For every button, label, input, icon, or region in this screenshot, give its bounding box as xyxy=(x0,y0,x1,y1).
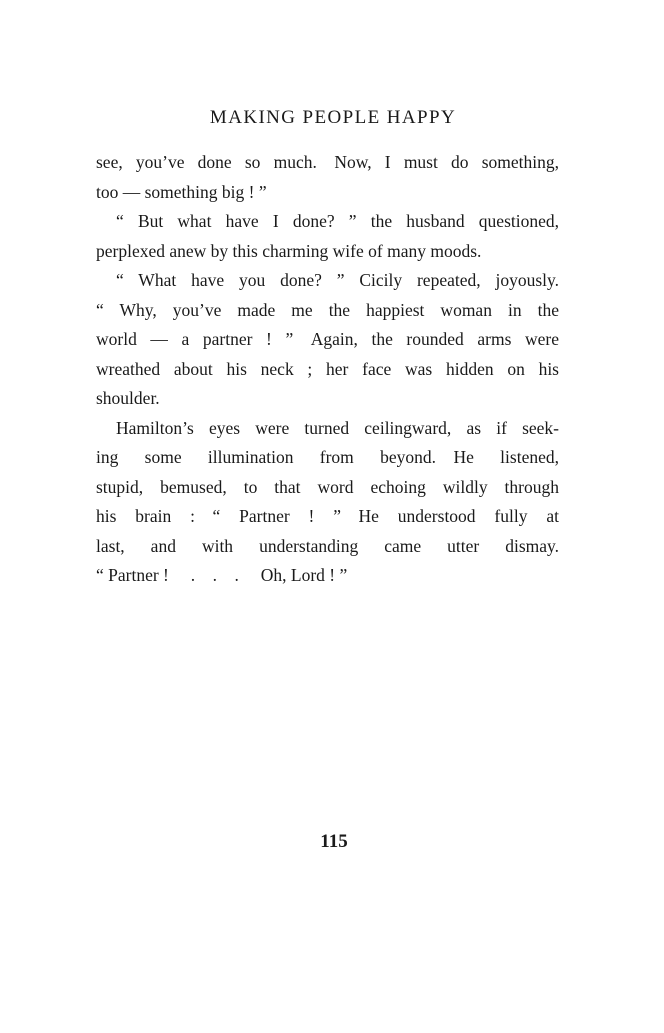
text-line: wreathed about his neck ; her face was hidden on his xyxy=(96,358,559,379)
text-line: “ But what have I done? ” the husband questioned, xyxy=(116,211,559,231)
text-line: “ Why, you’ve made me the happiest woman in the xyxy=(96,299,559,320)
body-text xyxy=(96,148,559,591)
text-line: world — a partner ! ” Again, the rounded arms were xyxy=(96,329,559,349)
text-line: ing some illumination from beyond. He listened, xyxy=(96,447,559,467)
text-line: last, and with understanding came utter dismay. xyxy=(96,535,559,556)
running-head: MAKING PEOPLE HAPPY xyxy=(209,107,457,128)
text-line: “ What have you done? ” Cicily repeated, joyously. xyxy=(116,270,559,290)
text-line: Hamilton’s eyes were turned ceilingward, as if seek- xyxy=(116,417,559,438)
page-number: 115 xyxy=(320,831,348,852)
text-line: “ Partner ! . . . Oh, Lord ! ” xyxy=(96,565,348,585)
text-line: perplexed anew by this charming wife of many moods. xyxy=(96,240,482,261)
text-line: see, you’ve done so much. Now, I must do something, xyxy=(96,152,559,172)
text-line: shoulder. xyxy=(96,388,160,408)
text-line: too — something big ! ” xyxy=(96,181,267,202)
text-line: his brain : “ Partner ! ” He understood fully at xyxy=(96,506,559,526)
text-line: stupid, bemused, to that word echoing wildly through xyxy=(96,476,559,497)
